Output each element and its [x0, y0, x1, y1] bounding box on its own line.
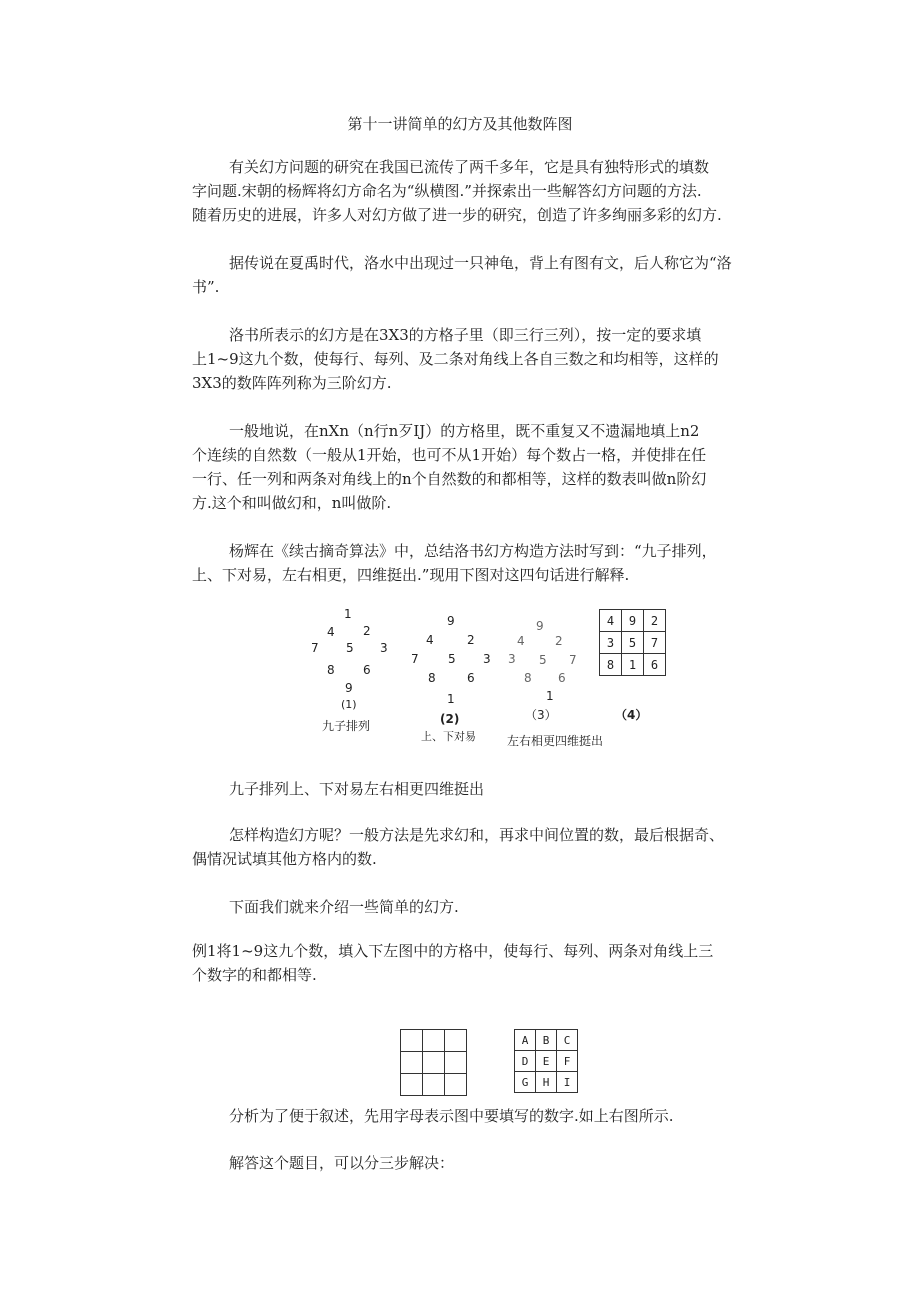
d1-number: 2: [363, 624, 371, 638]
d2-number: 3: [483, 652, 491, 666]
d3-index: （3）: [525, 708, 557, 722]
letter-cell: C: [557, 1030, 578, 1051]
paragraph-intro-examples: 下面我们就来介绍一些简单的幻方.: [229, 898, 459, 916]
paragraph-yanghui: 杨辉在《续古摘奇算法》中，总结洛书幻方构造方法时写到：“九子排列， 上、下对易，左右相更，四维挺出.”现用下图对这四句话进行解释.: [192, 542, 717, 584]
d1-number: 5: [346, 641, 354, 655]
d2-label: 上、下对易: [421, 730, 476, 742]
d4-index: （4）: [615, 708, 648, 722]
empty-cell[interactable]: [423, 1052, 445, 1074]
d1-number: 9: [345, 681, 353, 695]
grid-cell: 5: [622, 632, 644, 654]
empty-cell[interactable]: [401, 1030, 423, 1052]
d3-number: 1: [546, 689, 554, 703]
d1-number: 8: [327, 663, 335, 677]
empty-cell[interactable]: [423, 1030, 445, 1052]
d2-index: (2): [440, 712, 460, 726]
d2-number: 5: [448, 652, 456, 666]
paragraph-luoshu-legend: 据传说在夏禹时代，洛水中出现过一只神龟，背上有图有文，后人称它为“洛 书”.: [192, 254, 732, 296]
d2-number: 1: [447, 692, 455, 706]
d3-number: 3: [508, 652, 516, 666]
paragraph-intro: 有关幻方问题的研究在我国已流传了两千多年，它是具有独特形式的填数 字问题.宋朝的杨辉将幻方命名为“纵横图.”并探索出一些解答幻方问题的方法. 随着历史的进展，许多人对幻方做了进一步的研究，创造了许多绚丽多彩的幻方.: [192, 158, 722, 224]
paragraph-solution: 解答这个题目，可以分三步解决：: [229, 1154, 455, 1172]
paragraph-general-definition: 一般地说，在nXn（n行n歹IJ）的方格里，既不重复又不遗漏地填上n2 个连续的自然数（一般从1开始，也可不从1开始）每个数占一格，并使排在任 一行、任一列和两条对角线上的n个自然数的和都相等，这样的数表叫做n阶幻 方.这个和叫做幻和，n叫做阶.: [192, 422, 707, 512]
paragraph-analysis: 分析为了便于叙述，先用字母表示图中要填写的数字.如上右图所示.: [229, 1107, 674, 1125]
letter-cell: A: [515, 1030, 536, 1051]
d2-number: 9: [447, 614, 455, 628]
d3-number: 9: [536, 619, 544, 633]
grid-cell: 4: [600, 610, 622, 632]
empty-cell[interactable]: [445, 1030, 467, 1052]
grid-cell: 6: [644, 654, 666, 676]
empty-cell[interactable]: [401, 1074, 423, 1096]
empty-cell[interactable]: [401, 1052, 423, 1074]
paragraph-method: 怎样构造幻方呢？一般方法是先求幻和，再求中间位置的数，最后根据奇、 偶情况试填其他方格内的数.: [192, 826, 725, 868]
letter-cell: D: [515, 1051, 536, 1072]
grid-cell: 7: [644, 632, 666, 654]
d2-number: 7: [411, 652, 419, 666]
letter-cell: G: [515, 1072, 536, 1093]
empty-cell[interactable]: [445, 1074, 467, 1096]
d3-number: 4: [517, 634, 525, 648]
d3-label: 左右相更四维挺出: [507, 734, 604, 748]
paragraph-example-1: 例1将1~9这九个数，填入下左图中的方格中，使每行、每列、两条对角线上三 个数字的和都相等.: [192, 942, 714, 984]
letter-cell: I: [557, 1072, 578, 1093]
d3-number: 7: [569, 653, 577, 667]
d2-number: 4: [426, 633, 434, 647]
d2-number: 8: [428, 671, 436, 685]
letter-cell: B: [536, 1030, 557, 1051]
grid-cell: 2: [644, 610, 666, 632]
d1-number: 3: [380, 641, 388, 655]
d4-magic-square-grid: [599, 609, 666, 676]
figure-caption: 九子排列上、下对易左右相更四维挺出: [229, 780, 485, 798]
d3-number: 5: [539, 653, 547, 667]
letter-cell: H: [536, 1072, 557, 1093]
d3-number: 2: [555, 634, 563, 648]
page-title: 第十一讲简单的幻方及其他数阵图: [347, 115, 573, 133]
grid-cell: 8: [600, 654, 622, 676]
letter-grid: [514, 1029, 578, 1093]
d3-number: 6: [558, 671, 566, 685]
d2-number: 2: [467, 633, 475, 647]
d1-number: 1: [344, 607, 352, 621]
grid-cell: 3: [600, 632, 622, 654]
grid-cell: 9: [622, 610, 644, 632]
grid-cell: 1: [622, 654, 644, 676]
letter-cell: E: [536, 1051, 557, 1072]
empty-cell[interactable]: [445, 1052, 467, 1074]
empty-cell[interactable]: [423, 1074, 445, 1096]
d1-number: 7: [311, 641, 319, 655]
d1-number: 4: [327, 625, 335, 639]
d1-label: 九子排列: [322, 719, 371, 733]
d1-number: 6: [363, 663, 371, 677]
letter-cell: F: [557, 1051, 578, 1072]
empty-grid: [400, 1029, 467, 1096]
paragraph-luoshu-definition: 洛书所表示的幻方是在3X3的方格子里（即三行三列），按一定的要求填 上1~9这九个数，使每行、每列、及二条对角线上各自三数之和均相等，这样的 3X3的数阵阵列称为三阶幻方.: [192, 326, 719, 392]
d2-number: 6: [467, 671, 475, 685]
d1-index: (1): [341, 698, 357, 711]
d3-number: 8: [524, 671, 532, 685]
